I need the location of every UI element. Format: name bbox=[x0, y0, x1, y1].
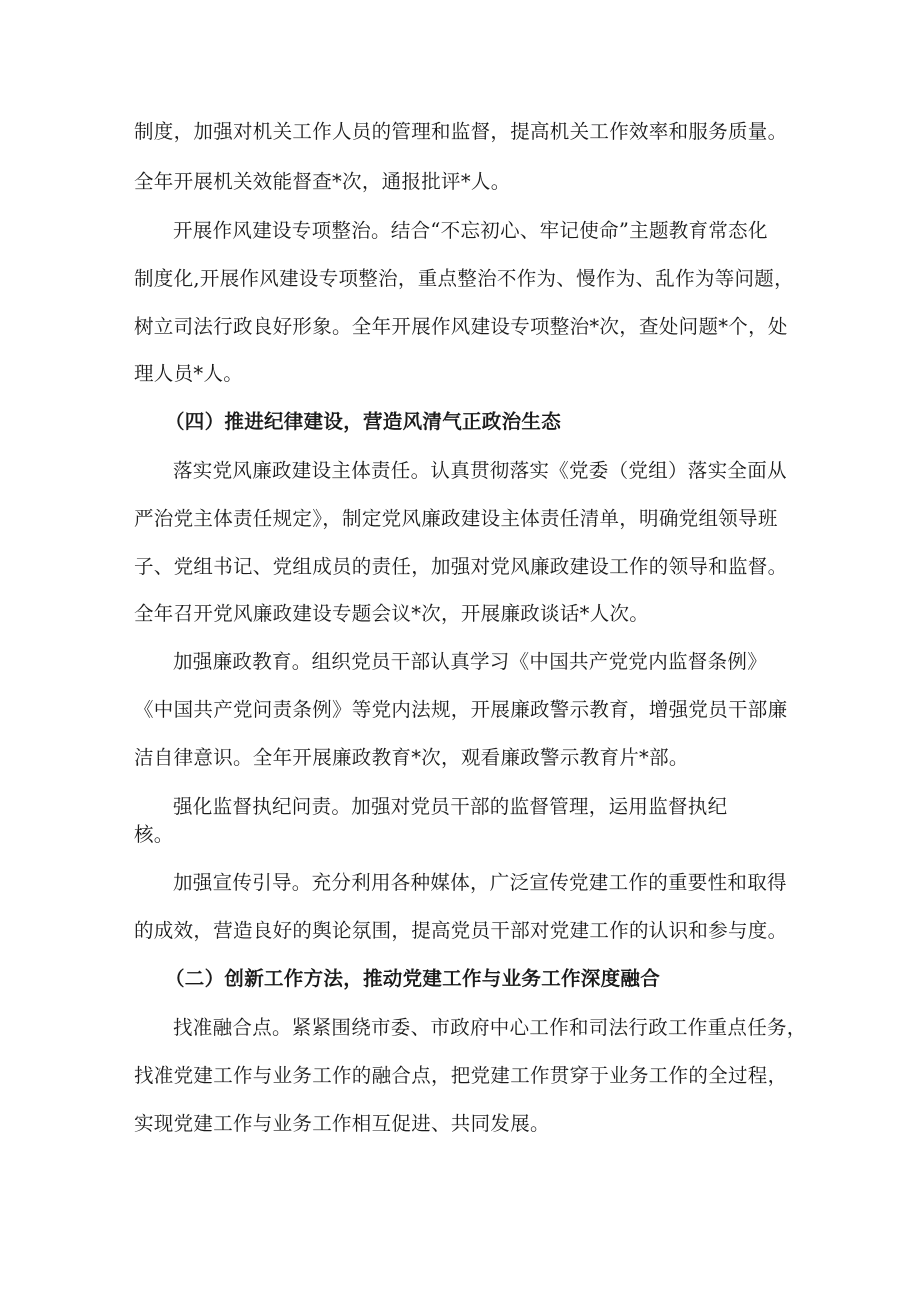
text-line: 《中国共产党问责条例》等党内法规，开展廉政警示教育，增强党员干部廉 bbox=[134, 698, 788, 721]
text-line: 严治党主体责任规定》，制定党风廉政建设主体责任清单，明确党组领导班 bbox=[134, 507, 778, 530]
text-line: 的成效，营造良好的舆论氛围，提高党员干部对党建工作的认识和参与度。 bbox=[134, 919, 788, 942]
text-line: 加强宣传引导。充分利用各种媒体，广泛宣传党建工作的重要性和取得 bbox=[173, 871, 787, 894]
section-heading: （二）创新工作方法，推动党建工作与业务工作深度融合 bbox=[165, 967, 661, 990]
text-line: 洁自律意识。全年开展廉政教育*次，观看廉政警示教育片*部。 bbox=[134, 746, 689, 769]
section-heading: （四）推进纪律建设，营造风清气正政治生态 bbox=[165, 410, 562, 433]
text-line: 落实党风廉政建设主体责任。认真贯彻落实《党委（党组）落实全面从 bbox=[173, 459, 787, 482]
text-line: 实现党建工作与业务工作相互促进、共同发展。 bbox=[134, 1112, 550, 1135]
text-line: 强化监督执纪问责。加强对党员干部的监督管理，运用监督执纪 bbox=[173, 795, 728, 818]
text-line: 全年开展机关效能督查*次，通报批评*人。 bbox=[134, 170, 511, 193]
text-line: 子、党组书记、党组成员的责任，加强对党风廉政建设工作的领导和监督。 bbox=[134, 555, 788, 578]
text-line: 树立司法行政良好形象。全年开展作风建设专项整治*次，查处问题*个，处 bbox=[134, 315, 788, 338]
text-line: 全年召开党风廉政建设专题会议*次，开展廉政谈话*人次。 bbox=[134, 602, 650, 625]
text-line: 核。 bbox=[134, 823, 174, 846]
text-line: 开展作风建设专项整治。结合“不忘初心、牢记使命”主题教育常态化 bbox=[173, 219, 768, 242]
text-line: 找准融合点。紧紧围绕市委、市政府中心工作和司法行政工作重点任务， bbox=[173, 1016, 807, 1039]
text-line: 加强廉政教育。组织党员干部认真学习《中国共产党党内监督条例》 bbox=[173, 650, 768, 673]
text-line: 找准党建工作与业务工作的融合点，把党建工作贯穿于业务工作的全过程， bbox=[134, 1064, 788, 1087]
text-line: 理人员*人。 bbox=[134, 362, 244, 385]
text-line: 制度化,开展作风建设专项整治，重点整治不作为、慢作为、乱作为等问题， bbox=[134, 267, 794, 290]
text-line: 制度，加强对机关工作人员的管理和监督，提高机关工作效率和服务质量。 bbox=[134, 120, 788, 143]
